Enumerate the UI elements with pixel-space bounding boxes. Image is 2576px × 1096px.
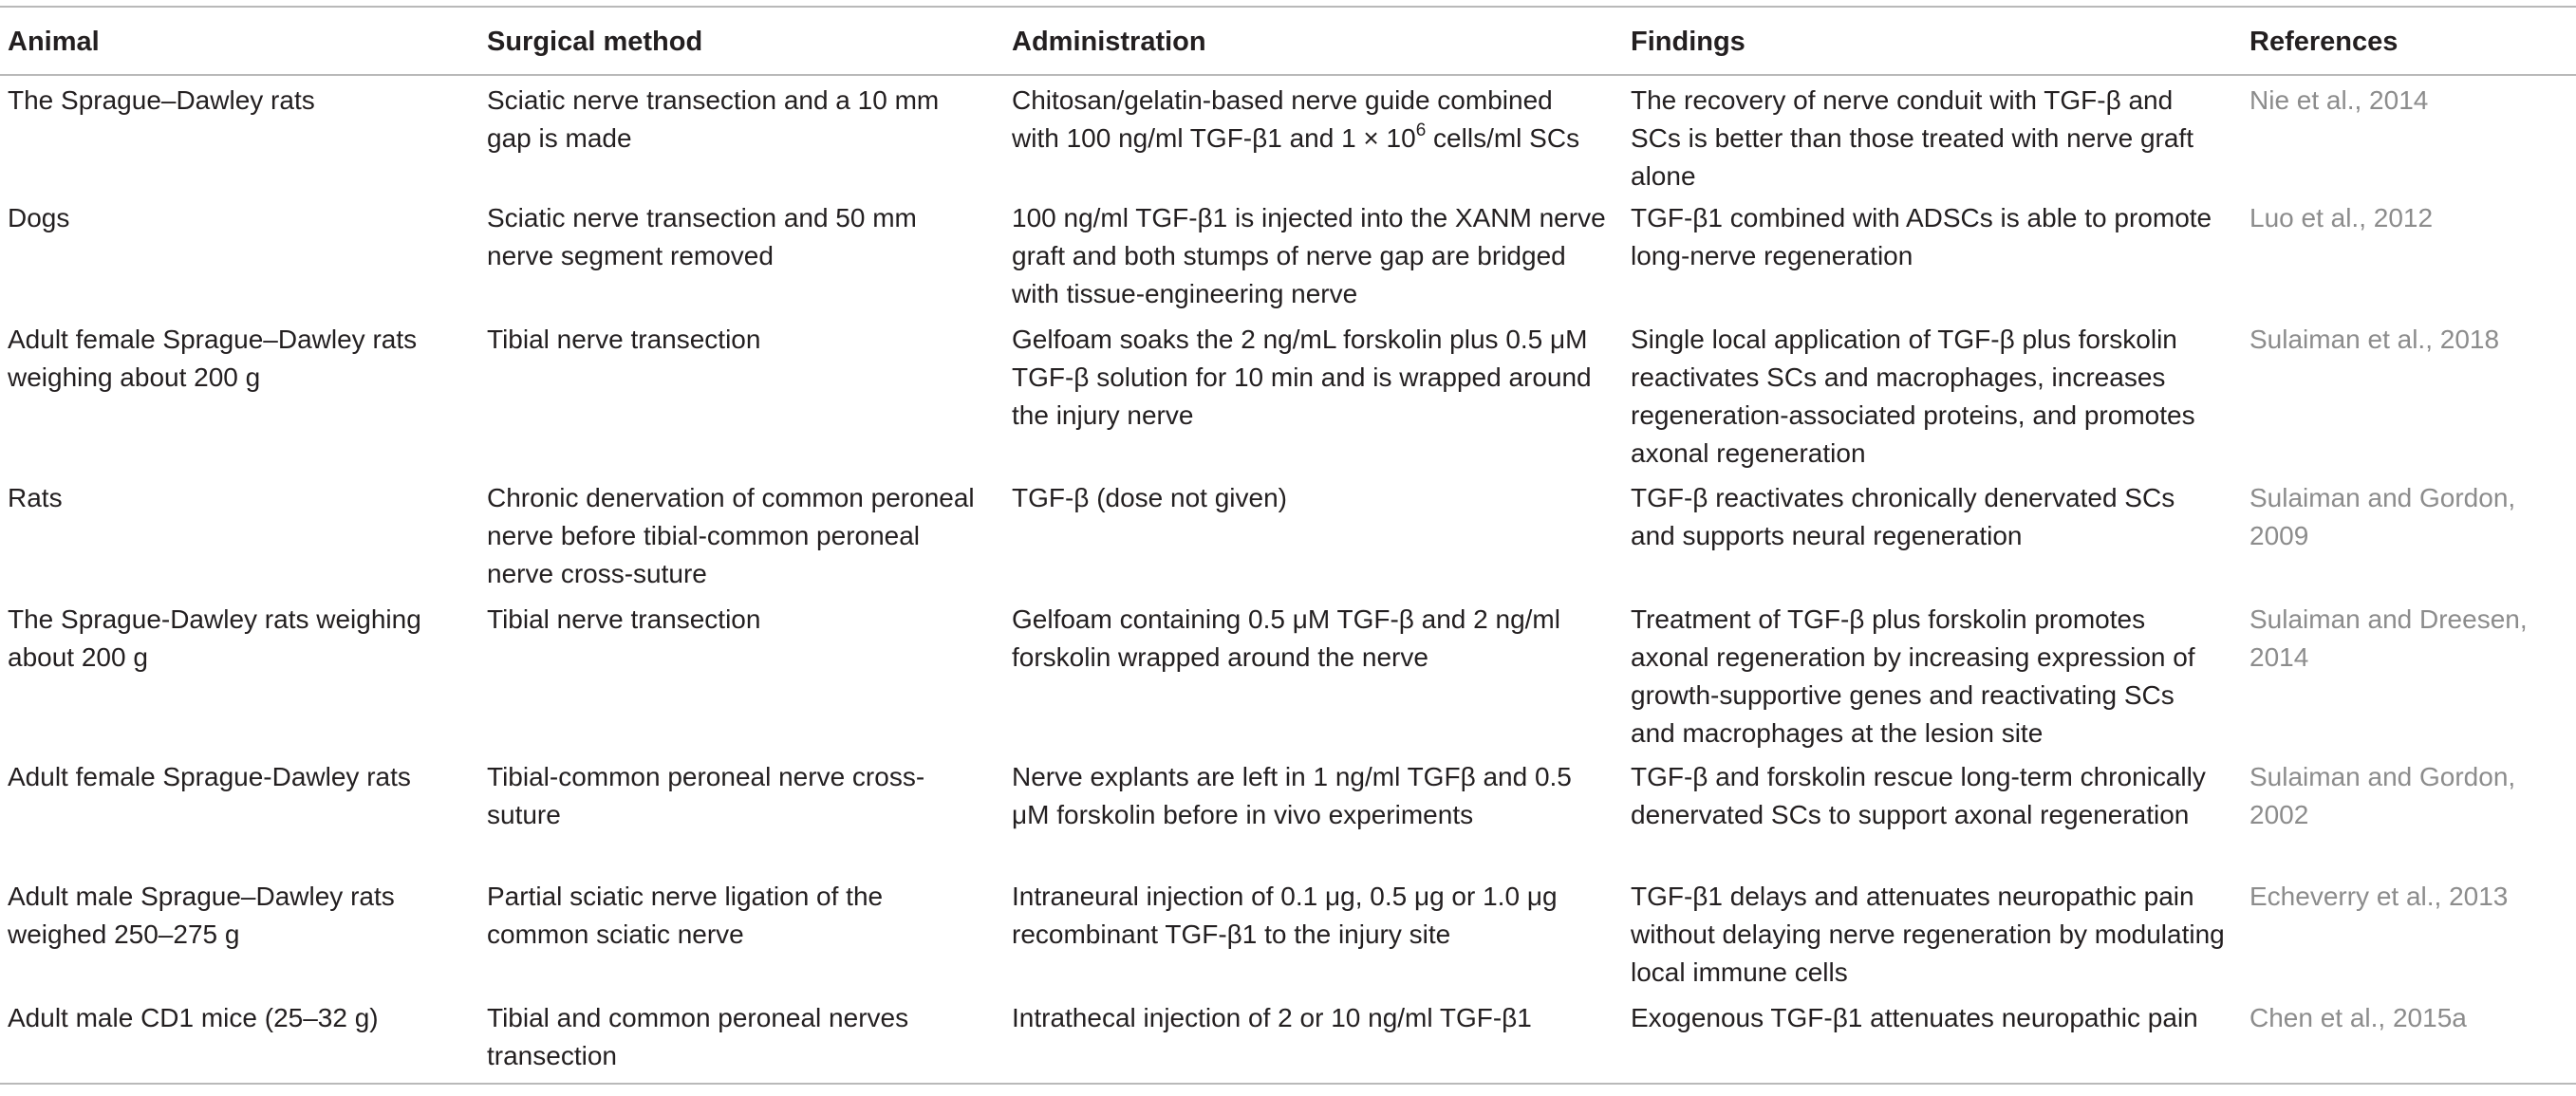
table-row — [0, 601, 2576, 758]
cell-reference: Nie et al., 2014 — [2249, 85, 2429, 115]
cell-method: Tibial nerve transection — [487, 325, 761, 354]
data-table — [0, 6, 2576, 1085]
cell-findings: TGF-β and forskolin rescue long-term chronically denervated SCs to support axonal regeneration — [1631, 762, 2206, 829]
cell-administration: Nerve explants are left in 1 ng/ml TGFβ and 0.5 μM forskolin before in vivo experiments — [1012, 762, 1572, 829]
cell-administration: 100 ng/ml TGF-β1 is injected into the XANM nerve graft and both stumps of nerve gap are bridged with tissue-engineering nerve — [1012, 203, 1606, 308]
table-header — [0, 7, 2576, 75]
cell-animal: The Sprague-Dawley rats weighing about 200 g — [8, 604, 421, 672]
header-findings: Findings — [1623, 7, 2242, 75]
header-administration: Administration — [1004, 7, 1623, 75]
cell-method: Tibial and common peroneal nerves transection — [479, 999, 1004, 1084]
header-surgical-method: Surgical method — [479, 7, 1004, 75]
cell-findings: TGF-β reactivates chronically denervated SCs and supports neural regeneration — [1631, 483, 2175, 550]
cell-animal: Adult female Sprague–Dawley rats weighing about 200 g — [8, 325, 418, 392]
admin-text-after: cells/ml SCs — [1426, 123, 1580, 153]
header-row — [0, 7, 2576, 75]
cell-administration — [1004, 75, 1623, 199]
cell-animal: Dogs — [8, 203, 70, 232]
cell-reference: Chen et al., 2015a — [2242, 999, 2576, 1084]
cell-animal: Adult male CD1 mice (25–32 g) — [0, 999, 479, 1084]
cell-administration: Intrathecal injection of 2 or 10 ng/ml TGF-β1 — [1004, 999, 1623, 1084]
cell-administration: Intraneural injection of 0.1 μg, 0.5 μg or 1.0 μg recombinant TGF-β1 to the injury site — [1012, 882, 1558, 949]
admin-text: Chitosan/gelatin-based nerve guide combined with 100 ng/ml TGF-β1 and 1 × 10 — [1012, 85, 1553, 153]
header-animal: Animal — [0, 7, 479, 75]
cell-method: Sciatic nerve transection and a 10 mm gap is made — [487, 85, 940, 153]
cell-method: Partial sciatic nerve ligation of the common sciatic nerve — [487, 882, 884, 949]
cell-animal: Rats — [8, 483, 63, 512]
table-body — [0, 75, 2576, 1084]
cell-findings: The recovery of nerve conduit with TGF-β and SCs is better than those treated with nerve graft alone — [1631, 85, 2193, 191]
table-row — [0, 199, 2576, 321]
table-row — [0, 878, 2576, 999]
cell-reference: Sulaiman and Gordon, 2009 — [2249, 483, 2516, 550]
admin-superscript: 6 — [1415, 120, 1427, 140]
table-row — [0, 479, 2576, 601]
cell-administration: TGF-β (dose not given) — [1012, 483, 1287, 512]
table-row — [0, 999, 2576, 1084]
cell-animal: Adult female Sprague-Dawley rats — [8, 762, 411, 791]
cell-administration: Gelfoam soaks the 2 ng/mL forskolin plus 0.5 μM TGF-β solution for 10 min and is wrapped around the injury nerve — [1012, 325, 1592, 430]
cell-method: Tibial nerve transection — [487, 604, 761, 634]
cell-reference: Echeverry et al., 2013 — [2249, 882, 2509, 911]
cell-method: Chronic denervation of common peroneal nerve before tibial-common peroneal nerve cross-suture — [487, 483, 975, 588]
cell-animal: Adult male Sprague–Dawley rats weighed 250–275 g — [8, 882, 395, 949]
cell-reference: Sulaiman et al., 2018 — [2249, 325, 2500, 354]
header-references: References — [2242, 7, 2576, 75]
cell-findings: Treatment of TGF-β plus forskolin promotes axonal regeneration by increasing expression of growth-supportive genes and reactivating SCs and macrophages at the lesion site — [1631, 604, 2195, 748]
cell-reference: Sulaiman and Gordon, 2002 — [2249, 762, 2516, 829]
cell-method: Sciatic nerve transection and 50 mm nerve segment removed — [487, 203, 917, 270]
cell-findings: TGF-β1 delays and attenuates neuropathic pain without delaying nerve regeneration by modulating local immune cells — [1631, 882, 2225, 987]
cell-findings: Single local application of TGF-β plus forskolin reactivates SCs and macrophages, increases regeneration-associated proteins, and promotes axonal regeneration — [1631, 325, 2195, 468]
table-row — [0, 758, 2576, 878]
table-row — [0, 321, 2576, 479]
cell-findings: TGF-β1 combined with ADSCs is able to promote long-nerve regeneration — [1631, 203, 2212, 270]
table-row — [0, 75, 2576, 199]
cell-administration: Gelfoam containing 0.5 μM TGF-β and 2 ng/ml forskolin wrapped around the nerve — [1012, 604, 1560, 672]
cell-animal: The Sprague–Dawley rats — [8, 85, 315, 115]
cell-method: Tibial-common peroneal nerve cross-suture — [487, 762, 925, 829]
cell-reference: Luo et al., 2012 — [2249, 203, 2434, 232]
cell-findings: Exogenous TGF-β1 attenuates neuropathic pain — [1623, 999, 2242, 1084]
cell-reference: Sulaiman and Dreesen, 2014 — [2249, 604, 2528, 672]
